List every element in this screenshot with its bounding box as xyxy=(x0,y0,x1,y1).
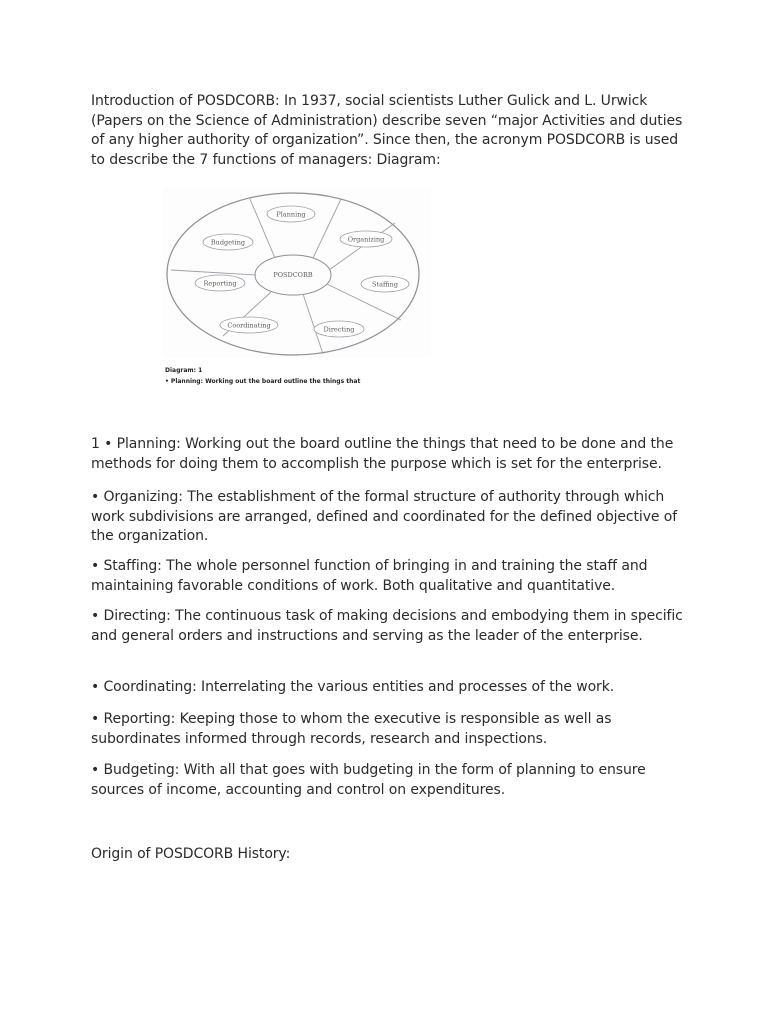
function-item-reporting: • Reporting: Keeping those to whom the executive is responsible as well as subordinates informed through records, research and inspections. xyxy=(91,711,612,747)
posdcorb-diagram-figure xyxy=(163,188,431,385)
segment-reporting xyxy=(195,275,245,291)
segment-coordinating xyxy=(220,317,278,333)
function-item-directing: • Directing: The continuous task of making decisions and embodying them in specific and general orders and instructions and serving as the leader of the enterprise. xyxy=(91,608,683,644)
origin-heading: Origin of POSDCORB History: xyxy=(91,846,291,862)
posdcorb-diagram xyxy=(163,188,431,385)
function-item-planning: 1 • Planning: Working out the board outline the things that need to be done and the methods for doing them to accomplish the purpose which is set for the enterprise. xyxy=(91,436,674,472)
segment-directing xyxy=(314,321,364,337)
segment-planning xyxy=(267,206,315,222)
segment-organizing xyxy=(340,231,392,247)
label-reporting: Reporting xyxy=(203,279,237,288)
segment-staffing xyxy=(361,276,409,292)
function-item-budgeting: • Budgeting: With all that goes with budgeting in the form of planning to ensure sources of income, accounting and control on expenditures. xyxy=(91,762,646,798)
function-item-coordinating: • Coordinating: Interrelating the various entities and processes of the work. xyxy=(91,679,615,695)
diagram-center-label: POSDCORB xyxy=(273,271,313,279)
intro-paragraph: Introduction of POSDCORB: In 1937, social scientists Luther Gulick and L. Urwick (Papers on the Science of Administration) describe seven “major Activities and duties of any higher authority of organization”. Since then, the acronym POSDCORB is used to describe the 7 functions of managers: Diagram: xyxy=(91,93,683,168)
label-budgeting: Budgeting xyxy=(210,238,246,247)
function-item-staffing: • Staffing: The whole personnel function of bringing in and training the staff and maintaining favorable conditions of work. Both qualitative and quantitative. xyxy=(91,558,648,594)
label-organizing: Organizing xyxy=(347,235,385,244)
diagram-caption-cut: • Planning: Working out the board outline the things that xyxy=(165,378,361,385)
segment-budgeting xyxy=(203,234,253,250)
diagram-caption: Diagram: 1 xyxy=(165,367,203,374)
label-planning: Planning xyxy=(276,210,306,219)
function-item-organizing: • Organizing: The establishment of the formal structure of authority through which work subdivisions are arranged, defined and coordinated for the defined objective of the organization. xyxy=(91,489,678,544)
label-coordinating: Coordinating xyxy=(227,321,271,330)
label-staffing: Staffing xyxy=(372,280,398,289)
label-directing: Directing xyxy=(323,325,355,334)
